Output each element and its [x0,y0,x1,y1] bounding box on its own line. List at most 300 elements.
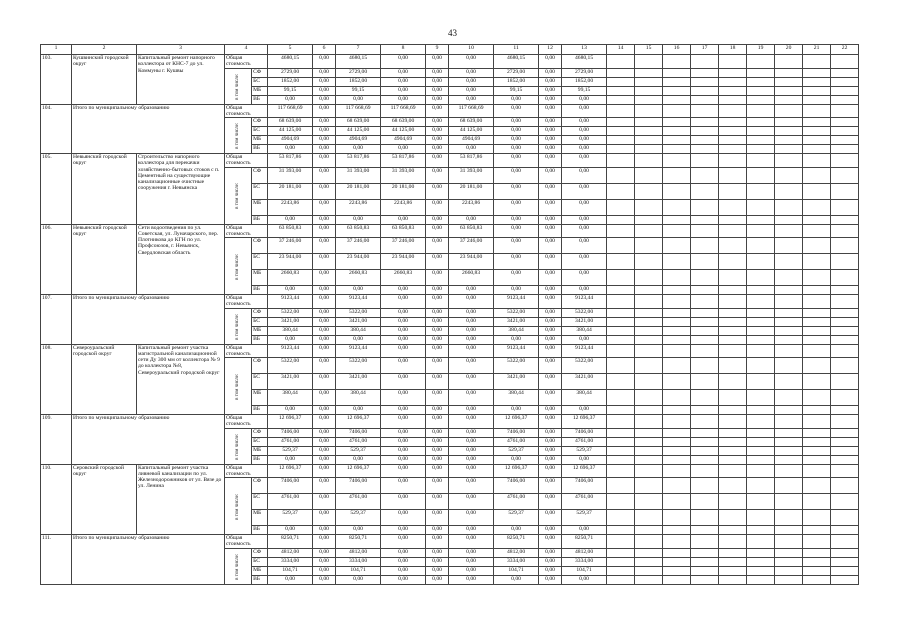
source-value: 99,15 [494,86,539,95]
empty-cell [607,55,635,69]
source-value: 0,00 [426,145,449,154]
empty-cell [719,183,747,199]
source-value: 0,00 [562,575,607,584]
source-value: 0,00 [313,199,336,215]
source-value: 0,00 [426,95,449,104]
empty-cell [607,535,635,549]
empty-cell [635,374,663,390]
source-value: 0,00 [539,437,562,446]
empty-cell [803,335,831,344]
source-value: 0,00 [494,167,539,183]
empty-cell [803,566,831,575]
empty-cell [719,510,747,526]
source-value: 0,00 [449,335,494,344]
source-value: 1852,00 [336,77,381,86]
total-label: Общая стоимость [225,224,268,238]
empty-cell [831,224,859,238]
empty-cell [719,199,747,215]
source-value: 0,00 [313,254,336,270]
source-value: 2729,00 [336,68,381,77]
source-value: 0,00 [449,406,494,415]
empty-cell [691,548,719,557]
source-value: 0,00 [381,557,426,566]
empty-cell [663,199,691,215]
column-number: 10 [449,45,494,55]
empty-cell [607,270,635,286]
source-value: 0,00 [426,254,449,270]
empty-cell [635,437,663,446]
empty-cell [831,154,859,168]
empty-cell [719,55,747,69]
empty-cell [831,428,859,437]
row-object: Капитальный ремонт участка ливневой канализации по ул. Железнодорожников от ул. Вязе до ул. Ленина [137,464,225,535]
source-value: 0,00 [539,254,562,270]
empty-cell [663,68,691,77]
empty-cell [831,145,859,154]
source-value: 0,00 [449,437,494,446]
source-value: 0,00 [426,77,449,86]
empty-cell [803,390,831,406]
total-value: 12 696,37 [562,464,607,478]
source-value: 0,00 [449,77,494,86]
empty-cell [719,145,747,154]
empty-cell [747,104,775,118]
empty-cell [831,104,859,118]
source-label: МБ [252,390,268,406]
source-value: 0,00 [426,183,449,199]
empty-cell [831,167,859,183]
empty-cell [663,390,691,406]
total-value: 0,00 [313,55,336,69]
empty-cell [635,464,663,478]
empty-cell [607,415,635,429]
total-value: 63 850,83 [268,224,313,238]
empty-cell [607,575,635,584]
empty-cell [803,428,831,437]
total-value: 0,00 [426,154,449,168]
source-value: 0,00 [268,95,313,104]
source-value: 0,00 [539,358,562,374]
row-owner: Кушвинский городской округ [72,55,137,105]
source-value: 0,00 [539,183,562,199]
source-value: 0,00 [313,183,336,199]
total-value: 117 668,69 [381,104,426,118]
empty-cell [635,95,663,104]
source-value: 529,37 [562,510,607,526]
total-value: 117 668,69 [336,104,381,118]
source-value: 68 639,00 [268,118,313,127]
total-value: 0,00 [313,154,336,168]
empty-cell [635,455,663,464]
source-label: МБ [252,86,268,95]
table-row [41,415,859,429]
source-value: 0,00 [313,575,336,584]
source-value: 31 393,00 [381,167,426,183]
empty-cell [775,238,803,254]
source-value: 7406,00 [562,478,607,494]
empty-cell [831,68,859,77]
source-value: 0,00 [336,575,381,584]
empty-cell [775,118,803,127]
source-value: 7406,00 [562,428,607,437]
source-value: 0,00 [426,270,449,286]
empty-cell [775,199,803,215]
source-value: 0,00 [381,215,426,224]
source-value: 0,00 [562,183,607,199]
empty-cell [803,358,831,374]
total-value: 9123,44 [336,295,381,309]
source-value: 0,00 [494,136,539,145]
source-value: 0,00 [562,145,607,154]
total-value: 53 817,86 [449,154,494,168]
total-value: 0,00 [426,535,449,549]
empty-cell [803,494,831,510]
source-value: 0,00 [426,286,449,295]
empty-cell [691,224,719,238]
empty-cell [663,55,691,69]
source-value: 0,00 [539,167,562,183]
empty-cell [775,455,803,464]
empty-cell [719,215,747,224]
empty-cell [719,358,747,374]
empty-cell [719,77,747,86]
empty-cell [775,415,803,429]
empty-cell [607,286,635,295]
total-value: 0,00 [313,415,336,429]
empty-cell [691,254,719,270]
source-value: 0,00 [426,494,449,510]
total-value: 0,00 [426,104,449,118]
empty-cell [831,494,859,510]
table-row [41,464,859,478]
source-value: 0,00 [426,238,449,254]
source-value: 0,00 [336,145,381,154]
column-number: 19 [747,45,775,55]
source-label: СФ [252,428,268,437]
source-value: 0,00 [494,254,539,270]
source-value: 0,00 [426,326,449,335]
source-value: 7406,00 [268,478,313,494]
total-value: 0,00 [562,154,607,168]
empty-cell [663,254,691,270]
empty-cell [691,344,719,358]
source-value: 99,15 [268,86,313,95]
source-value: 0,00 [426,548,449,557]
source-value: 0,00 [426,510,449,526]
source-value: 23 944,00 [336,254,381,270]
empty-cell [775,295,803,309]
source-value: 0,00 [539,238,562,254]
source-value: 0,00 [426,199,449,215]
empty-cell [747,224,775,238]
empty-cell [607,86,635,95]
empty-cell [775,326,803,335]
row-object: Капитальный ремонт участка магистральной канализационной сети Ду 300 мм от коллектора № 9 до коллектора №8, Североуральский городской округ [137,344,225,415]
source-value: 20 181,00 [336,183,381,199]
source-value: 0,00 [449,308,494,317]
empty-cell [691,557,719,566]
empty-cell [775,270,803,286]
source-value: 0,00 [494,183,539,199]
empty-cell [803,254,831,270]
in-total-text: в том числе: [235,433,241,460]
empty-cell [691,437,719,446]
table-row [41,295,859,309]
empty-cell [663,406,691,415]
empty-cell [775,68,803,77]
empty-cell [775,535,803,549]
empty-cell [635,526,663,535]
row-owner: Невьянский городской округ [72,154,137,225]
empty-cell [691,136,719,145]
total-label: Общая стоимость [225,55,268,69]
empty-cell [691,104,719,118]
source-value: 104,71 [336,566,381,575]
total-value: 0,00 [539,344,562,358]
empty-cell [607,406,635,415]
source-label: БС [252,557,268,566]
source-value: 0,00 [268,526,313,535]
empty-cell [719,326,747,335]
row-owner: Итого по муниципальному образованию [72,104,225,154]
empty-cell [635,308,663,317]
source-value: 0,00 [336,526,381,535]
source-value: 23 944,00 [381,254,426,270]
source-value: 0,00 [449,526,494,535]
column-number: 22 [831,45,859,55]
source-value: 20 181,00 [449,183,494,199]
empty-cell [803,446,831,455]
source-value: 380,44 [336,390,381,406]
source-value: 0,00 [539,199,562,215]
empty-cell [691,145,719,154]
empty-cell [607,358,635,374]
empty-cell [691,183,719,199]
empty-cell [719,535,747,549]
empty-cell [691,55,719,69]
empty-cell [635,317,663,326]
empty-cell [635,167,663,183]
source-value: 0,00 [494,286,539,295]
source-value: 0,00 [449,95,494,104]
source-value: 0,00 [562,286,607,295]
empty-cell [775,145,803,154]
row-object: Капитальный ремонт напорного коллектора от КНС-7 до ул. Коммуны г. Кушвы [137,55,225,105]
empty-cell [691,215,719,224]
column-number: 8 [381,45,426,55]
total-value: 8250,71 [336,535,381,549]
source-value: 0,00 [381,145,426,154]
empty-cell [607,344,635,358]
source-value: 0,00 [539,68,562,77]
source-value: 0,00 [313,118,336,127]
in-total-text: в том числе: [235,373,241,400]
source-value: 0,00 [449,510,494,526]
source-label: ВБ [252,145,268,154]
empty-cell [691,390,719,406]
empty-cell [635,286,663,295]
empty-cell [691,68,719,77]
source-value: 2729,00 [268,68,313,77]
empty-cell [691,428,719,437]
empty-cell [663,104,691,118]
source-value: 529,37 [562,446,607,455]
empty-cell [747,308,775,317]
empty-cell [803,127,831,136]
empty-cell [719,308,747,317]
source-value: 0,00 [313,358,336,374]
empty-cell [691,446,719,455]
source-label: БС [252,127,268,136]
source-value: 3334,00 [336,557,381,566]
empty-cell [691,535,719,549]
source-value: 0,00 [313,68,336,77]
empty-cell [607,428,635,437]
source-value: 0,00 [268,286,313,295]
source-value: 0,00 [449,317,494,326]
total-value: 53 817,86 [268,154,313,168]
empty-cell [691,199,719,215]
source-value: 44 125,00 [268,127,313,136]
in-total-label [225,478,252,535]
total-value: 0,00 [562,104,607,118]
empty-cell [747,295,775,309]
source-value: 5322,00 [562,308,607,317]
source-value: 4904,69 [268,136,313,145]
total-value: 0,00 [381,464,426,478]
empty-cell [663,374,691,390]
empty-cell [607,317,635,326]
empty-cell [607,478,635,494]
empty-cell [663,455,691,464]
empty-cell [635,118,663,127]
empty-cell [831,335,859,344]
empty-cell [803,548,831,557]
column-number: 5 [268,45,313,55]
source-value: 44 125,00 [449,127,494,136]
empty-cell [691,358,719,374]
source-value: 4904,69 [381,136,426,145]
empty-cell [775,183,803,199]
empty-cell [775,344,803,358]
source-value: 0,00 [313,455,336,464]
empty-cell [747,464,775,478]
source-value: 4812,00 [494,548,539,557]
source-value: 529,37 [268,510,313,526]
empty-cell [691,167,719,183]
total-value: 0,00 [449,415,494,429]
source-value: 0,00 [449,286,494,295]
total-label: Общая стоимость [225,464,268,478]
empty-cell [663,145,691,154]
empty-cell [747,437,775,446]
source-value: 0,00 [313,270,336,286]
source-value: 0,00 [381,286,426,295]
source-value: 0,00 [268,406,313,415]
in-total-text: в том числе: [235,313,241,340]
source-value: 0,00 [562,215,607,224]
source-value: 7406,00 [336,428,381,437]
empty-cell [775,127,803,136]
empty-cell [635,77,663,86]
row-number: 110. [41,464,72,535]
empty-cell [803,68,831,77]
source-value: 37 246,00 [268,238,313,254]
source-value: 104,71 [562,566,607,575]
source-value: 31 393,00 [268,167,313,183]
empty-cell [719,455,747,464]
empty-cell [663,326,691,335]
source-value: 0,00 [539,145,562,154]
total-value: 0,00 [449,344,494,358]
empty-cell [719,167,747,183]
source-value: 0,00 [426,428,449,437]
empty-cell [831,455,859,464]
column-number: 3 [137,45,225,55]
source-value: 0,00 [381,77,426,86]
source-value: 4812,00 [562,548,607,557]
source-value: 5322,00 [268,308,313,317]
empty-cell [831,510,859,526]
source-value: 0,00 [539,406,562,415]
empty-cell [607,446,635,455]
source-value: 0,00 [562,199,607,215]
source-value: 0,00 [539,494,562,510]
source-value: 0,00 [426,390,449,406]
source-value: 0,00 [268,335,313,344]
source-value: 0,00 [313,335,336,344]
empty-cell [635,104,663,118]
source-value: 0,00 [539,86,562,95]
empty-cell [607,548,635,557]
total-value: 12 696,37 [268,464,313,478]
row-object: Строительство напорного коллектора для перекачки хозяйственно-бытовых стоков с п. Цементный на существующие канализационные очистные сооружения г. Невьянска [137,154,225,225]
empty-cell [691,308,719,317]
empty-cell [747,199,775,215]
empty-cell [663,95,691,104]
empty-cell [719,566,747,575]
source-value: 20 181,00 [381,183,426,199]
total-value: 9123,44 [562,344,607,358]
funding-table [40,44,859,585]
row-owner: Невьянский городской округ [72,224,137,295]
empty-cell [719,344,747,358]
empty-cell [803,575,831,584]
source-value: 0,00 [562,127,607,136]
empty-cell [607,464,635,478]
source-value: 3421,00 [494,317,539,326]
in-total-text: в том числе: [235,122,241,150]
empty-cell [803,295,831,309]
empty-cell [747,55,775,69]
total-value: 0,00 [539,55,562,69]
source-value: 0,00 [449,478,494,494]
source-value: 0,00 [539,446,562,455]
empty-cell [607,254,635,270]
empty-cell [775,526,803,535]
total-label: Общая стоимость [225,104,268,118]
empty-cell [719,104,747,118]
empty-cell [747,446,775,455]
empty-cell [663,428,691,437]
total-value: 8250,71 [268,535,313,549]
empty-cell [747,428,775,437]
source-label: ВБ [252,286,268,295]
empty-cell [719,118,747,127]
source-value: 0,00 [539,557,562,566]
empty-cell [803,77,831,86]
empty-cell [831,95,859,104]
